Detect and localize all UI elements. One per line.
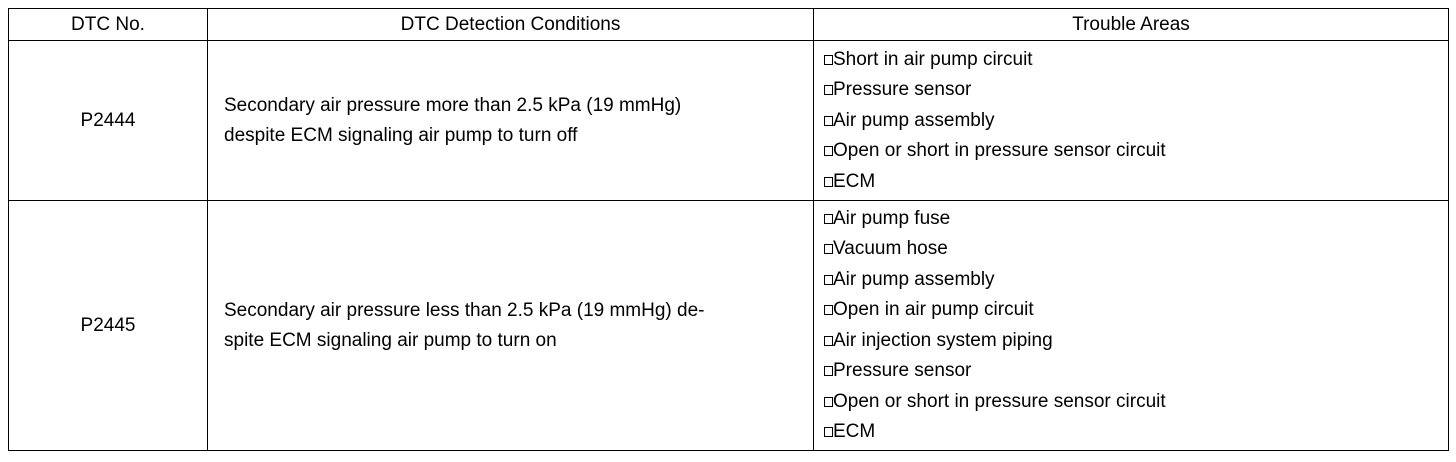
dtc-table: [8, 8, 1449, 451]
list-item: [824, 417, 1448, 448]
list-item: [824, 44, 1448, 75]
table-row: [9, 201, 1449, 451]
trouble-area-text: Short in air pump circuit: [833, 48, 1033, 70]
trouble-area-text: Air pump assembly: [833, 109, 995, 131]
trouble-area-text: Open or short in pressure sensor circuit: [833, 140, 1166, 161]
dtc-code-cell: P2444: [9, 41, 208, 201]
list-item: [824, 265, 1448, 296]
checkbox-icon: [824, 214, 833, 224]
checkbox-icon: [824, 55, 833, 65]
header-detection-conditions: DTC Detection Conditions: [208, 9, 814, 41]
checkbox-icon: [824, 85, 833, 95]
trouble-area-text: Pressure sensor: [833, 79, 972, 100]
checkbox-icon: [824, 177, 833, 187]
trouble-area-text: ECM: [833, 170, 876, 192]
list-item: [824, 75, 1448, 106]
trouble-areas-cell: [814, 201, 1449, 451]
checkbox-icon: [824, 336, 833, 346]
header-dtc-no: DTC No.: [9, 9, 208, 41]
dtc-code-cell: P2445: [9, 201, 208, 451]
table-row: [9, 41, 1449, 201]
checkbox-icon: [824, 244, 833, 254]
trouble-area-text: Vacuum hose: [833, 238, 948, 260]
list-item: [824, 387, 1448, 418]
checkbox-icon: [824, 275, 833, 285]
trouble-areas-cell: [814, 41, 1449, 201]
header-trouble-areas: Trouble Areas: [814, 9, 1449, 41]
detection-condition-cell: [208, 41, 814, 201]
list-item: [824, 105, 1448, 136]
trouble-area-text: Air pump fuse: [833, 207, 951, 229]
list-item: [824, 234, 1448, 265]
header-row: [9, 9, 1449, 41]
trouble-area-text: Air injection system piping: [833, 329, 1053, 351]
list-item: [824, 204, 1448, 235]
trouble-area-text: Open in air pump circuit: [833, 299, 1034, 321]
list-item: [824, 136, 1448, 167]
list-item: [824, 356, 1448, 387]
condition-text: Secondary air pressure less than 2.5 kPa (19 mmHg) de-: [224, 299, 705, 321]
checkbox-icon: [824, 366, 833, 376]
trouble-area-text: Air pump assembly: [833, 268, 995, 290]
checkbox-icon: [824, 146, 833, 156]
condition-text: despite ECM signaling air pump to turn off: [224, 124, 578, 146]
checkbox-icon: [824, 305, 833, 315]
checkbox-icon: [824, 116, 833, 126]
condition-text: spite ECM signaling air pump to turn on: [224, 329, 557, 351]
list-item: [824, 166, 1448, 197]
checkbox-icon: [824, 427, 833, 437]
list-item: [824, 326, 1448, 357]
condition-text: Secondary air pressure more than 2.5 kPa (19 mmHg): [224, 94, 682, 116]
list-item: [824, 295, 1448, 326]
trouble-area-text: Open or short in pressure sensor circuit: [833, 390, 1166, 412]
checkbox-icon: [824, 397, 833, 407]
trouble-area-text: Pressure sensor: [833, 360, 972, 382]
trouble-area-text: ECM: [833, 421, 876, 443]
detection-condition-cell: [208, 201, 814, 451]
